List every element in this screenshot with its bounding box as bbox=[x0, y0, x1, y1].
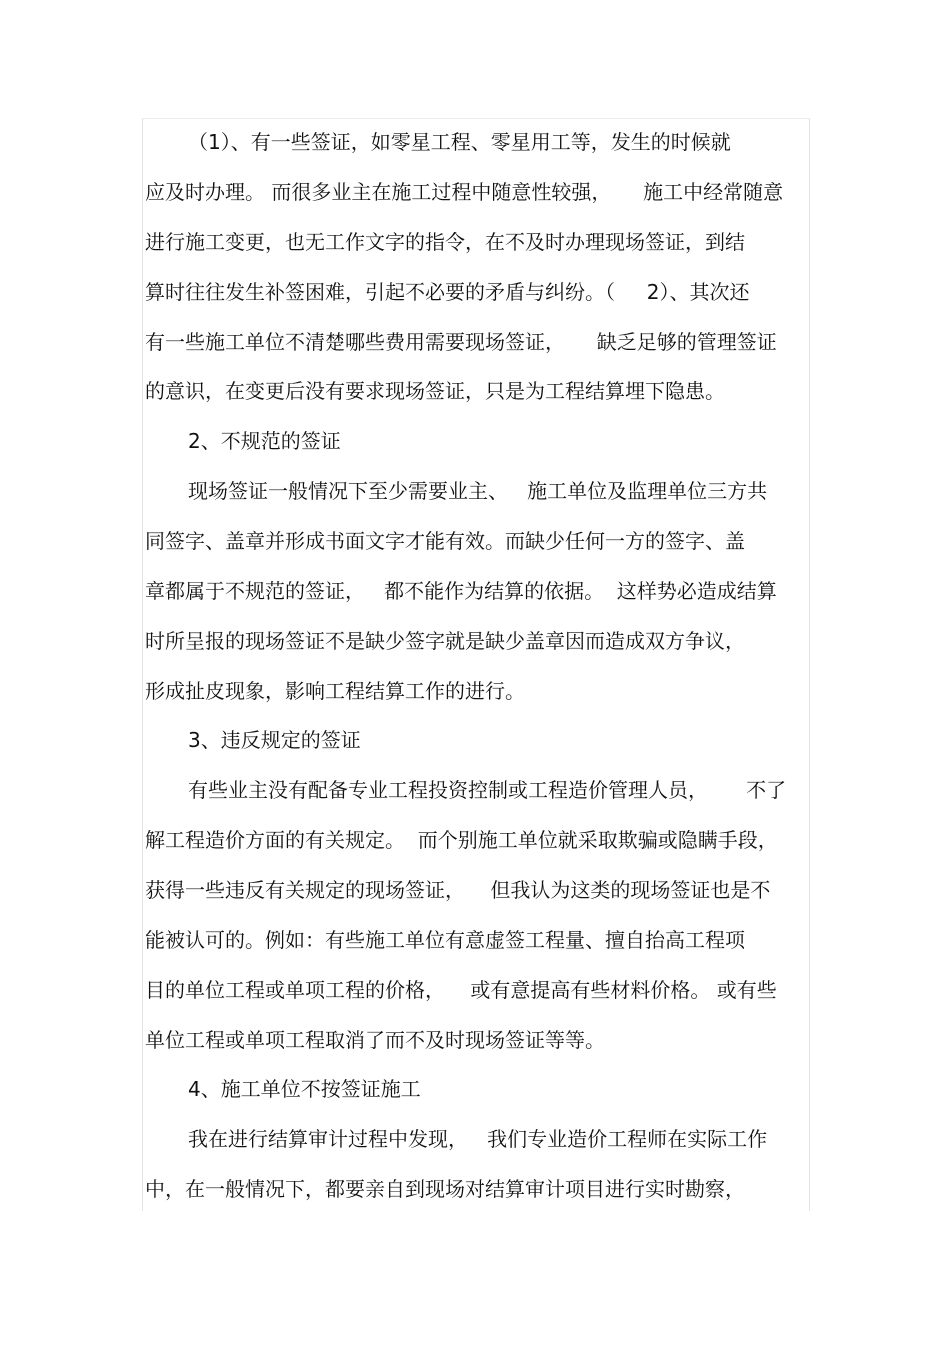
text-line: 目的单位工程或单项工程的价格， 或有意提高有些材料价格。 或有些 bbox=[145, 978, 777, 1002]
text-line: 我在进行结算审计过程中发现， 我们专业造价工程师在实际工作 bbox=[188, 1127, 768, 1151]
text-line: 进行施工变更，也无工作文字的指令，在不及时办理现场签证，到结 bbox=[145, 230, 745, 254]
text-line: 解工程造价方面的有关规定。 而个别施工单位就采取欺骗或隐瞒手段， bbox=[145, 828, 778, 852]
section-heading: 3、违反规定的签证 bbox=[188, 728, 361, 752]
text-line: 现场签证一般情况下至少需要业主、 施工单位及监理单位三方共 bbox=[188, 479, 768, 503]
text-line: 获得一些违反有关规定的现场签证， 但我认为这类的现场签证也是不 bbox=[145, 878, 771, 902]
section-heading: 4、施工单位不按签证施工 bbox=[188, 1077, 421, 1101]
text-line: 应及时办理。 而很多业主在施工过程中随意性较强， 施工中经常随意 bbox=[145, 180, 784, 204]
text-line: 时所呈报的现场签证不是缺少签字就是缺少盖章因而造成双方争议， bbox=[145, 629, 745, 653]
text-line: 形成扯皮现象，影响工程结算工作的进行。 bbox=[145, 679, 525, 703]
text-line: （1）、有一些签证，如零星工程、零星用工等，发生的时候就 bbox=[188, 130, 731, 154]
text-line: 算时往往发生补签困难，引起不必要的矛盾与纠纷。（ 2）、其次还 bbox=[145, 280, 750, 304]
text-line: 有些业主没有配备专业工程投资控制或工程造价管理人员， 不了 bbox=[188, 778, 787, 802]
text-line: 章都属于不规范的签证， 都不能作为结算的依据。 这样势必造成结算 bbox=[145, 579, 777, 603]
text-line: 的意识，在变更后没有要求现场签证，只是为工程结算埋下隐患。 bbox=[145, 379, 725, 403]
text-line: 中，在一般情况下，都要亲自到现场对结算审计项目进行实时勘察， bbox=[145, 1177, 745, 1201]
text-line: 同签字、盖章并形成书面文字才能有效。而缺少任何一方的签字、盖 bbox=[145, 529, 745, 553]
text-line: 单位工程或单项工程取消了而不及时现场签证等等。 bbox=[145, 1028, 605, 1052]
text-line: 有一些施工单位不清楚哪些费用需要现场签证， 缺乏足够的管理签证 bbox=[145, 330, 777, 354]
text-line: 能被认可的。例如：有些施工单位有意虚签工程量、擅自抬高工程项 bbox=[145, 928, 745, 952]
section-heading: 2、不规范的签证 bbox=[188, 429, 341, 453]
